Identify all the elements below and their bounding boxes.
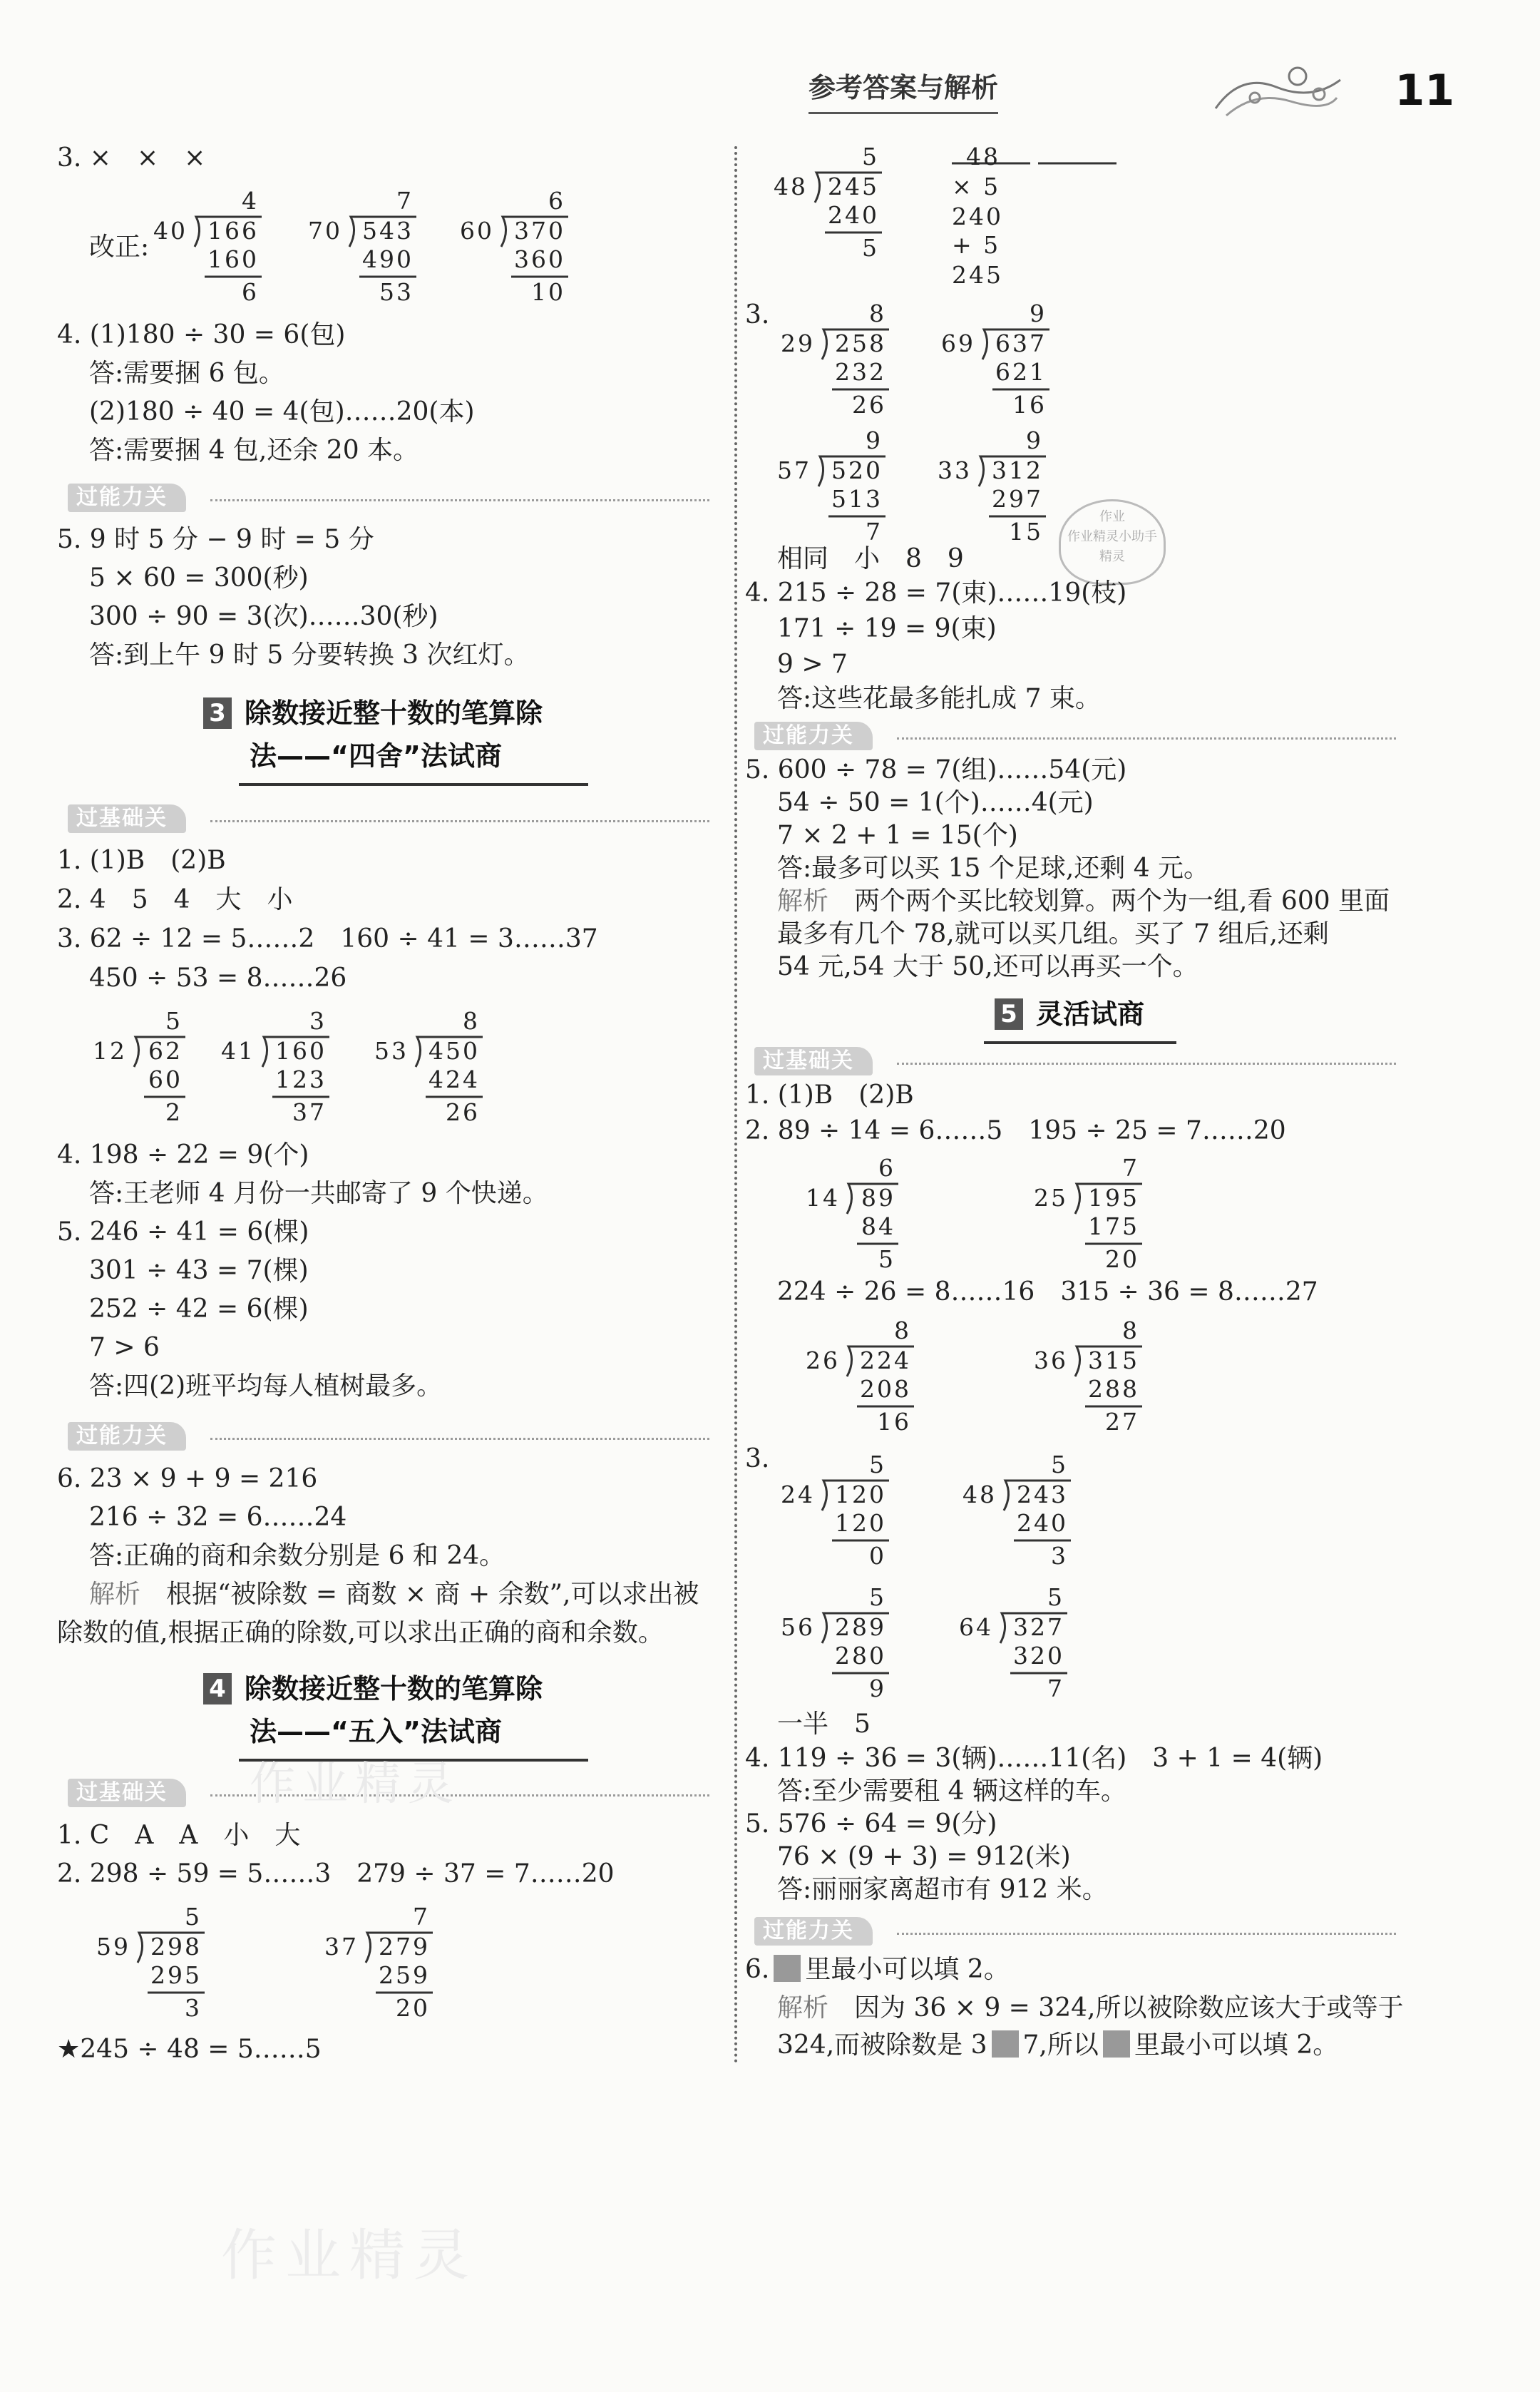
product: 490 — [362, 245, 414, 273]
remainder: 5 — [862, 234, 879, 262]
analysis-line — [777, 1993, 1403, 2024]
dividend: 327 — [1013, 1613, 1064, 1641]
text-line: 答:最多可以买 15 个足球,还剩 4 元。 — [777, 854, 1210, 883]
division-bracket — [774, 143, 883, 242]
text-line: 4. 215 ÷ 28 = 7(束)……19(枝) — [745, 578, 1127, 608]
text-line: 2. 89 ÷ 14 = 6……5 195 ÷ 25 = 7……20 — [745, 1116, 1286, 1145]
section-5-title — [995, 994, 1144, 1034]
product: 424 — [428, 1065, 480, 1093]
stamp-line: 精灵 — [1099, 549, 1125, 564]
division-bracket — [324, 1903, 434, 2003]
section-3-title-1 — [203, 693, 543, 733]
analysis-label: 解析 — [777, 1993, 829, 2023]
badge-ability: 过能力关 — [68, 1422, 186, 1451]
division-bracket — [781, 300, 890, 399]
divisor: 24 — [781, 1481, 815, 1508]
quotient: 7 — [413, 1903, 430, 1931]
quotient: 6 — [548, 187, 565, 215]
product: 84 — [861, 1212, 895, 1240]
division-bracket — [1034, 1317, 1144, 1416]
divisor: 33 — [938, 456, 972, 484]
bracket-stroke — [501, 217, 568, 247]
remainder: 2 — [165, 1098, 183, 1126]
divisor: 48 — [962, 1481, 997, 1508]
header-title: 参考答案与解析 — [808, 66, 998, 114]
remainder: 26 — [852, 391, 886, 419]
bracket-stroke — [1004, 1481, 1071, 1511]
divisor: 12 — [93, 1037, 127, 1065]
bracket-stroke — [847, 1184, 898, 1214]
product: 513 — [831, 485, 883, 513]
text-line: 2. 4 5 4 大 小 — [57, 885, 293, 914]
division-bracket — [93, 1007, 187, 1107]
dividend: 315 — [1088, 1346, 1139, 1374]
text-line: 1. (1)B (2)B — [745, 1080, 914, 1110]
text-line: ★245 ÷ 48 = 5……5 — [57, 2035, 322, 2064]
check-a: 48 — [966, 143, 1000, 170]
analysis-label: 解析 — [89, 1580, 141, 1609]
remainder: 7 — [866, 518, 883, 546]
bracket-stroke — [262, 1037, 329, 1067]
text-line: 5 × 60 = 300(秒) — [89, 563, 309, 593]
analysis-text: 324,而被除数是 3 — [777, 2030, 987, 2060]
product: 208 — [860, 1375, 911, 1403]
dividend: 224 — [860, 1346, 911, 1374]
product: 160 — [207, 245, 259, 273]
bracket-stroke — [822, 329, 889, 359]
product: 60 — [148, 1065, 183, 1093]
remainder: 9 — [869, 1675, 886, 1702]
dividend: 370 — [514, 217, 565, 245]
analysis-line — [89, 1579, 699, 1610]
dividend: 166 — [207, 217, 259, 245]
division-bracket — [96, 1903, 206, 2003]
text-line: 答:丽丽家离超市有 912 米。 — [777, 1875, 1108, 1904]
page-number: 11 — [1395, 66, 1454, 116]
quotient: 9 — [1026, 426, 1043, 454]
divisor: 70 — [308, 217, 342, 245]
text-line: 4. 198 ÷ 22 = 9(个) — [57, 1140, 309, 1170]
dividend: 120 — [835, 1481, 886, 1508]
remainder: 6 — [242, 278, 259, 306]
text-line: 答:这些花最多能扎成 7 束。 — [777, 684, 1101, 713]
divisor: 26 — [806, 1346, 840, 1374]
answer-text: 里最小可以填 2。 — [805, 1955, 1010, 1984]
badge-rule — [210, 499, 709, 501]
text-line: 答:到上午 9 时 5 分要转换 3 次红灯。 — [89, 640, 530, 670]
division-bracket — [153, 187, 263, 287]
text-line: 3. — [745, 1444, 770, 1473]
divisor: 40 — [153, 217, 188, 245]
divisor: 29 — [781, 329, 815, 357]
product: 320 — [1013, 1642, 1064, 1670]
remainder: 5 — [878, 1245, 895, 1273]
section-rule — [984, 1041, 1176, 1044]
badge-basic: 过基础关 — [68, 804, 186, 833]
check-rule — [1038, 162, 1116, 165]
analysis-text: 里最小可以填 2。 — [1134, 2030, 1339, 2060]
product: 175 — [1088, 1212, 1139, 1240]
text-line: 6. 23 × 9 + 9 = 216 — [57, 1464, 318, 1493]
text-line: 一半 5 — [777, 1709, 871, 1739]
bracket-stroke — [979, 456, 1046, 486]
divisor: 37 — [324, 1933, 359, 1961]
quotient: 5 — [185, 1903, 202, 1931]
remainder: 7 — [1047, 1675, 1064, 1702]
product: 232 — [835, 358, 886, 386]
text-line: 450 ÷ 53 = 8……26 — [89, 964, 347, 993]
divisor: 60 — [460, 217, 494, 245]
section-4-title-1 — [203, 1669, 543, 1709]
quotient: 8 — [1122, 1317, 1139, 1344]
text-line: 4. 119 ÷ 36 = 3(辆)……11(名) 3 + 1 = 4(辆) — [745, 1744, 1323, 1773]
text-line: 4. (1)180 ÷ 30 = 6(包) — [57, 320, 346, 349]
text-line: 答:王老师 4 月份一共邮寄了 9 个快递。 — [89, 1179, 548, 1208]
division-bracket — [806, 1154, 900, 1254]
text-line: 76 × (9 + 3) = 912(米) — [777, 1842, 1071, 1871]
remainder: 27 — [1105, 1408, 1139, 1436]
badge-basic: 过基础关 — [68, 1779, 186, 1807]
text-line: 224 ÷ 26 = 8……16 315 ÷ 36 = 8……27 — [777, 1277, 1318, 1307]
divisor: 25 — [1034, 1184, 1068, 1212]
badge-ability: 过能力关 — [754, 722, 873, 750]
badge-ability: 过能力关 — [68, 484, 186, 512]
text-line: (2)180 ÷ 40 = 4(包)……20(本) — [89, 397, 475, 426]
text-line: 5. 246 ÷ 41 = 6(棵) — [57, 1217, 309, 1247]
analysis-text: 两个两个买比较划算。两个为一组,看 600 里面 — [854, 886, 1390, 916]
bracket-stroke — [138, 1933, 205, 1963]
text-line: 答:四(2)班平均每人植树最多。 — [89, 1371, 443, 1401]
watermark-text: 作业精灵 — [250, 1758, 461, 1811]
division-bracket — [374, 1007, 484, 1107]
quotient: 7 — [396, 187, 414, 215]
dividend: 258 — [835, 329, 886, 357]
bracket-stroke — [366, 1933, 433, 1963]
quotient: 3 — [309, 1007, 327, 1035]
text-line: 300 ÷ 90 = 3(次)……30(秒) — [89, 602, 438, 631]
check-c: 240 — [952, 203, 1003, 230]
badge-rule — [210, 1438, 709, 1440]
product: 123 — [275, 1065, 327, 1093]
bracket-stroke — [134, 1037, 185, 1067]
division-bracket — [781, 1451, 890, 1550]
divisor: 57 — [777, 456, 811, 484]
blank-box-icon — [774, 1955, 801, 1982]
check-b: × 5 — [952, 173, 1001, 200]
quotient: 5 — [869, 1583, 886, 1611]
division-bracket — [806, 1317, 915, 1416]
text-line: 54 元,54 大于 50,还可以再买一个。 — [777, 952, 1198, 981]
check-d: + 5 — [952, 231, 1001, 259]
remainder: 20 — [396, 1994, 430, 2022]
badge-rule — [897, 1063, 1396, 1065]
column-divider — [734, 146, 737, 2065]
analysis-text: 因为 36 × 9 = 324,所以被除数应该大于或等于 — [854, 1993, 1404, 2023]
text-line: 216 ÷ 32 = 6……24 — [89, 1503, 347, 1532]
text-line: 5. 576 ÷ 64 = 9(分) — [745, 1809, 997, 1839]
bracket-stroke — [1075, 1346, 1142, 1376]
answer-line — [745, 1954, 1010, 1985]
text-line: 3. × × × — [57, 143, 206, 173]
section-number: 5 — [995, 998, 1023, 1030]
text-line: 7 > 6 — [89, 1333, 160, 1362]
remainder: 20 — [1105, 1245, 1139, 1273]
dividend: 89 — [861, 1184, 895, 1212]
product: 621 — [995, 358, 1047, 386]
text-line: 3. — [745, 300, 770, 329]
division-bracket — [941, 300, 1051, 399]
product: 288 — [1088, 1375, 1139, 1403]
division-bracket — [781, 1583, 890, 1683]
remainder: 15 — [1009, 518, 1043, 546]
text-line: 301 ÷ 43 = 7(棵) — [89, 1256, 309, 1285]
product: 295 — [150, 1961, 202, 1989]
text-line: 2. 298 ÷ 59 = 5……3 279 ÷ 37 = 7……20 — [57, 1859, 615, 1888]
remainder: 53 — [379, 278, 414, 306]
quotient: 5 — [869, 1451, 886, 1478]
product: 297 — [992, 485, 1043, 513]
text-line: 1. (1)B (2)B — [57, 846, 226, 875]
stamp-line: 作业精灵小助手 — [1067, 529, 1157, 544]
product: 259 — [379, 1961, 430, 1989]
remainder: 16 — [877, 1408, 911, 1436]
dividend: 543 — [362, 217, 414, 245]
bracket-stroke — [1000, 1613, 1067, 1643]
bracket-stroke — [349, 217, 416, 247]
remainder: 26 — [446, 1098, 480, 1126]
quotient: 5 — [1047, 1583, 1064, 1611]
bracket-stroke — [416, 1037, 483, 1067]
text-line: 5. 600 ÷ 78 = 7(组)……54(元) — [745, 755, 1127, 784]
text-line: 除数的值,根据正确的除数,可以求出正确的商和余数。 — [57, 1618, 664, 1647]
quotient: 4 — [242, 187, 259, 215]
division-bracket — [308, 187, 418, 287]
section-3-title-2: 法——“四舍”法试商 — [250, 740, 502, 772]
stamp-logo — [1059, 499, 1166, 585]
remainder: 16 — [1012, 391, 1047, 419]
section-number: 4 — [203, 1673, 232, 1704]
divisor: 14 — [806, 1184, 840, 1212]
bracket-stroke — [822, 1613, 889, 1643]
divisor: 56 — [781, 1613, 815, 1641]
quotient: 9 — [866, 426, 883, 454]
text-line: 54 ÷ 50 = 1(个)……4(元) — [777, 788, 1094, 817]
quotient: 8 — [894, 1317, 911, 1344]
badge-rule — [897, 737, 1396, 740]
bracket-stroke — [982, 329, 1049, 359]
decorative-swirl-icon — [1212, 58, 1348, 123]
remainder: 37 — [292, 1098, 327, 1126]
divisor: 53 — [374, 1037, 409, 1065]
answer-number: 6. — [745, 1955, 770, 1984]
dividend: 279 — [379, 1933, 430, 1961]
dividend: 243 — [1017, 1481, 1068, 1508]
badge-rule — [897, 1933, 1396, 1935]
quotient: 5 — [1051, 1451, 1068, 1478]
quotient: 7 — [1122, 1154, 1139, 1182]
division-bracket — [959, 1583, 1069, 1683]
product: 360 — [514, 245, 565, 273]
quotient: 5 — [862, 143, 879, 170]
blank-box-icon — [992, 2030, 1019, 2058]
bracket-stroke — [815, 173, 882, 203]
text-line: 改正: — [89, 232, 150, 262]
badge-basic: 过基础关 — [754, 1047, 873, 1075]
bracket-stroke — [1075, 1184, 1142, 1214]
check-e: 245 — [952, 261, 1003, 289]
dividend: 312 — [992, 456, 1043, 484]
dividend: 160 — [275, 1037, 327, 1065]
divisor: 69 — [941, 329, 975, 357]
quotient: 6 — [878, 1154, 895, 1182]
dividend: 245 — [828, 173, 879, 200]
text-line: 答:至少需要租 4 辆这样的车。 — [777, 1777, 1126, 1806]
division-bracket — [460, 187, 570, 287]
remainder: 10 — [531, 278, 565, 306]
division-bracket — [938, 426, 1047, 526]
division-bracket — [777, 426, 887, 526]
remainder: 3 — [185, 1994, 202, 2022]
text-line: 答:需要捆 6 包。 — [89, 359, 284, 388]
product: 120 — [835, 1509, 886, 1537]
product: 280 — [835, 1642, 886, 1670]
section-title: 除数接近整十数的笔算除 — [245, 1673, 543, 1704]
analysis-label: 解析 — [777, 886, 829, 916]
bracket-stroke — [822, 1481, 889, 1511]
remainder: 0 — [869, 1542, 886, 1570]
dividend: 289 — [835, 1613, 886, 1641]
bracket-stroke — [818, 456, 885, 486]
quotient: 8 — [869, 300, 886, 327]
text-line: 答:需要捆 4 包,还余 20 本。 — [89, 436, 419, 465]
product: 240 — [1017, 1509, 1068, 1537]
product: 240 — [828, 201, 879, 229]
text-line: 相同 小 8 9 — [777, 544, 964, 573]
division-bracket — [221, 1007, 331, 1107]
division-bracket — [1034, 1154, 1144, 1254]
remainder: 3 — [1051, 1542, 1068, 1570]
blank-box-icon — [1103, 2030, 1130, 2058]
dividend: 195 — [1088, 1184, 1139, 1212]
stamp-line: 作业 — [1099, 509, 1125, 524]
dividend: 298 — [150, 1933, 202, 1961]
text-line: 1. C A A 小 大 — [57, 1821, 301, 1850]
analysis-line — [777, 886, 1390, 917]
analysis-line — [777, 2030, 1338, 2061]
dividend: 520 — [831, 456, 883, 484]
text-line: 252 ÷ 42 = 6(棵) — [89, 1294, 309, 1324]
text-line: 9 > 7 — [777, 650, 848, 679]
quotient: 9 — [1030, 300, 1047, 327]
dividend: 637 — [995, 329, 1047, 357]
divisor: 36 — [1034, 1346, 1068, 1374]
bracket-stroke — [195, 217, 262, 247]
watermark-text: 作业精灵 — [221, 2224, 478, 2288]
multiplication-check — [952, 143, 1116, 289]
dividend: 450 — [428, 1037, 480, 1065]
divisor: 41 — [221, 1037, 255, 1065]
analysis-text: 根据“被除数 = 商数 × 商 + 余数”,可以求出被 — [166, 1580, 699, 1609]
divisor: 48 — [774, 173, 808, 200]
text-line: 答:正确的商和余数分别是 6 和 24。 — [89, 1541, 505, 1570]
quotient: 8 — [463, 1007, 480, 1035]
section-title: 除数接近整十数的笔算除 — [245, 697, 543, 729]
section-title: 灵活试商 — [1036, 998, 1145, 1030]
text-line: 3. 62 ÷ 12 = 5……2 160 ÷ 41 = 3……37 — [57, 924, 598, 954]
divisor: 64 — [959, 1613, 993, 1641]
divisor: 59 — [96, 1933, 130, 1961]
bracket-stroke — [847, 1346, 914, 1376]
text-line: 7 × 2 + 1 = 15(个) — [777, 821, 1018, 850]
section-rule — [239, 783, 588, 786]
analysis-text: 7,所以 — [1022, 2030, 1099, 2060]
text-line: 最多有几个 78,就可以买几组。买了 7 组后,还剩 — [777, 919, 1329, 949]
badge-ability: 过能力关 — [754, 1917, 873, 1946]
text-line: 5. 9 时 5 分 − 9 时 = 5 分 — [57, 525, 374, 554]
dividend: 62 — [148, 1037, 183, 1065]
text-line: 171 ÷ 19 = 9(束) — [777, 614, 997, 643]
division-bracket — [962, 1451, 1072, 1550]
badge-rule — [210, 820, 709, 822]
quotient: 5 — [165, 1007, 183, 1035]
section-4-title-2: 法——“五入”法试商 — [250, 1716, 502, 1747]
section-number: 3 — [203, 697, 232, 729]
